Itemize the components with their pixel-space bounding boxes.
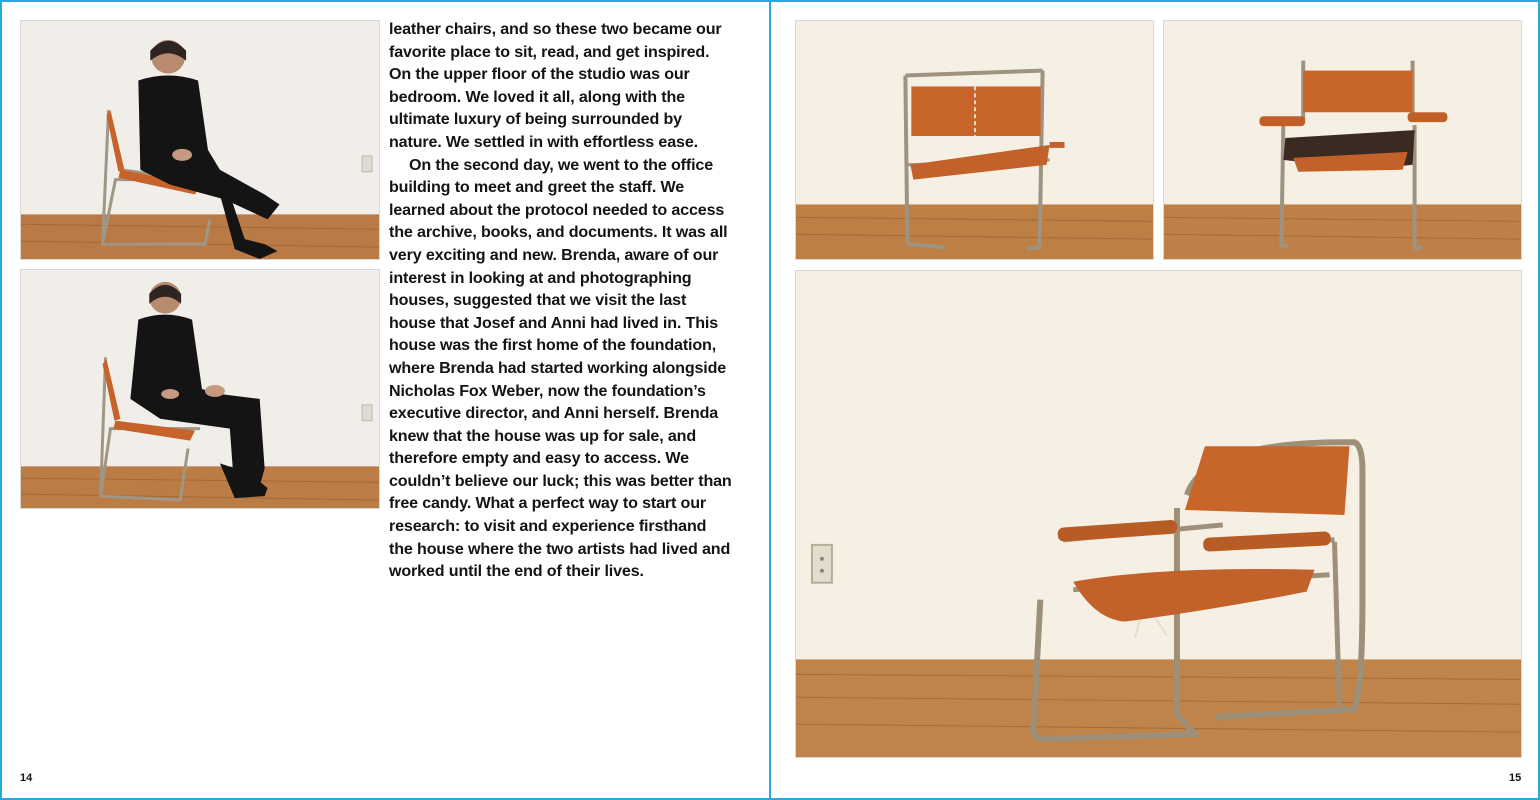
right-page <box>770 0 1540 800</box>
photo-chair-three-quarter-view <box>795 270 1522 758</box>
photo-woman-seated-legs-crossed <box>20 20 380 260</box>
photo-chair-front-view <box>1163 20 1522 260</box>
page-number-left: 14 <box>20 772 33 784</box>
photo-chair-rear-view <box>795 20 1154 260</box>
paragraph: leather chairs, and so these two became our favorite place to sit, read, and get inspired. On the upper floor of the studio was our bedroom. We loved it all, along with the ultimate luxury of being surrounded by nature. We settled in with effortless ease. <box>389 20 722 151</box>
paragraph: On the second day, we went to the office building to meet and greet the staff. We learned about the protocol needed to access the archive, books, and documents. It was all very exciting and new. Brenda, aware of our interest in looking at and photographing houses, suggested that we visit the last house that Josef and Anni had lived in. This house was the first home of the foundation, where Brenda had started working alongside Nicholas Fox Weber, now the foundation’s executive director, and Anni herself. Brenda knew that the house was up for sale, and therefore empty and easy to access. We couldn’t believe our luck; this was better than free candy. What a perfect way to start our research: to visit and experience firsthand the house where the two artists had lived and worked until the end of their lives. <box>389 155 732 581</box>
body-text <box>389 18 734 583</box>
page-number-right: 15 <box>1509 772 1522 784</box>
photo-woman-seated-upright <box>20 269 380 509</box>
